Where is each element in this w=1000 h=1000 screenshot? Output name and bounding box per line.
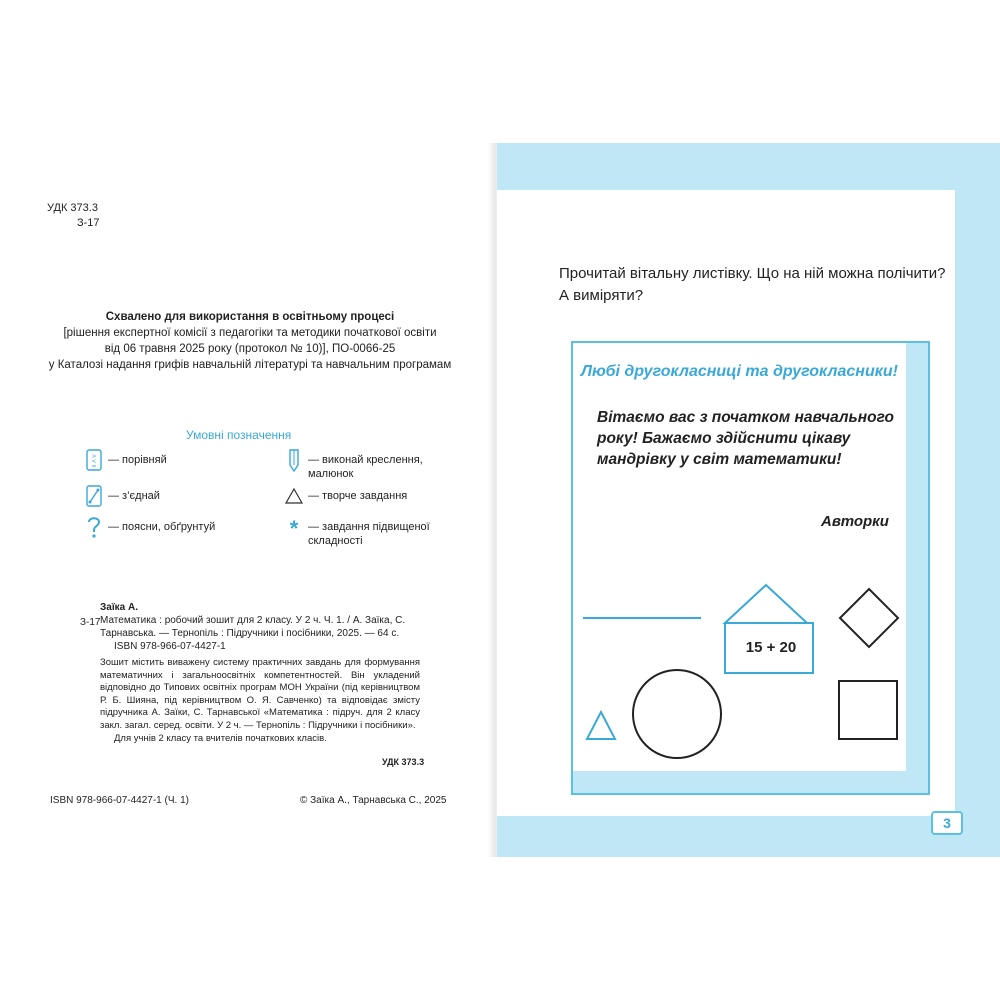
triangle-icon: [284, 484, 304, 508]
bib-code: З-17: [80, 617, 101, 628]
asterisk-icon: *: [289, 516, 299, 541]
legend-item-asterisk: [284, 517, 454, 548]
approval-line: [рішення експертної комісії з педагогіки та методики початкової освіти: [63, 327, 437, 339]
legend-title: Умовні позначення: [186, 428, 292, 442]
bib-udk: УДК 373.3: [382, 757, 425, 767]
bib-annotation: Зошит містить виважену систему практичних завдань для формування математичних і загальноосвітніх компетентностей. Він укладений відповідно до Типових освітніх програм МОН України (під керівництвом Р. Б. Шияна, під керівництвом О. Я. Савченко) та відповідає змісту підручника А. Заїки, С. Тарнавської «Математика : підруч. для 2 класу закл. загал. серед. освіти. У 2 ч. — Тернопіль : Підручники і посібники».: [100, 657, 420, 731]
right-page: [497, 143, 1000, 857]
question-icon: [84, 515, 104, 539]
copyright: © Заїка А., Тарнавська С., 2025: [300, 795, 447, 806]
legend-label: — завдання підвищеної складності: [308, 521, 430, 547]
greeting-card: [571, 341, 930, 795]
card-shadow-bottom: [573, 771, 928, 793]
bib-isbn: ISBN 978-966-07-4427-1: [114, 641, 226, 652]
udk-sub-line: З-17: [77, 217, 100, 229]
legend-item-pencil: [284, 448, 454, 481]
left-page: [0, 143, 495, 857]
house-roof: [725, 585, 807, 623]
svg-text:>: >: [91, 453, 97, 460]
page-number: 3: [931, 811, 963, 835]
approval-line: у Каталозі надання грифів навчальній літературі та навчальним програмам: [48, 359, 452, 371]
legend-label: — творче завдання: [308, 490, 408, 502]
udk-line: УДК 373.3: [47, 202, 98, 214]
diamond: [840, 589, 898, 647]
card-greeting: Любі другокласниці та другокласники!: [581, 363, 898, 380]
bib-audience: Для учнів 2 класу та вчителів початкових класів.: [114, 733, 327, 744]
card-signature: Авторки: [821, 513, 889, 530]
legend-item-triangle: [284, 484, 454, 508]
legend-item-compare: [84, 448, 264, 472]
approval-title: Схвалено для використання в освітньому процесі: [105, 311, 395, 323]
circle: [633, 670, 721, 758]
legend-label: — порівняй: [108, 454, 167, 466]
bib-author: Заїка А.: [100, 602, 138, 613]
bib-description: Математика : робочий зошит для 2 класу. У 2 ч. Ч. 1. / А. Заїка, С. Тарнавська. — Тернопіль : Підручники і посібники, 2025. — 64 с.: [100, 615, 406, 639]
geometric-shapes: [573, 573, 928, 773]
legend-label: — з’єднай: [108, 490, 160, 502]
right-page-content: [497, 190, 955, 816]
connect-icon: [84, 484, 104, 508]
pencil-icon: [284, 448, 304, 472]
bibliographic-record: [80, 601, 420, 745]
house-expression: 15 + 20: [745, 639, 797, 656]
svg-text:<: <: [91, 458, 97, 465]
legend-label: — поясни, обґрунтуй: [108, 521, 216, 533]
book-spread: [0, 143, 1000, 857]
small-triangle: [587, 712, 615, 739]
task-question: Прочитай вітальну листівку. Що на ній можна полічити? А виміряти?: [559, 265, 946, 304]
square: [839, 681, 897, 739]
card-message: Вітаємо вас з початком навчального року! Бажаємо здійснити цікаву мандрівку у світ математики!: [597, 409, 894, 468]
legend-item-connect: [84, 484, 264, 508]
isbn-footer: ISBN 978-966-07-4427-1 (Ч. 1): [50, 795, 189, 806]
approval-line: від 06 травня 2025 року (протокол № 10)], ПО-0066-25: [104, 343, 396, 355]
compare-icon: [84, 448, 104, 472]
udk-code: [47, 201, 100, 231]
svg-text:=: =: [91, 463, 97, 470]
legend-label: — виконай креслення, малюнок: [308, 454, 423, 480]
approval-block: [40, 309, 460, 373]
legend-item-question: [84, 515, 264, 539]
